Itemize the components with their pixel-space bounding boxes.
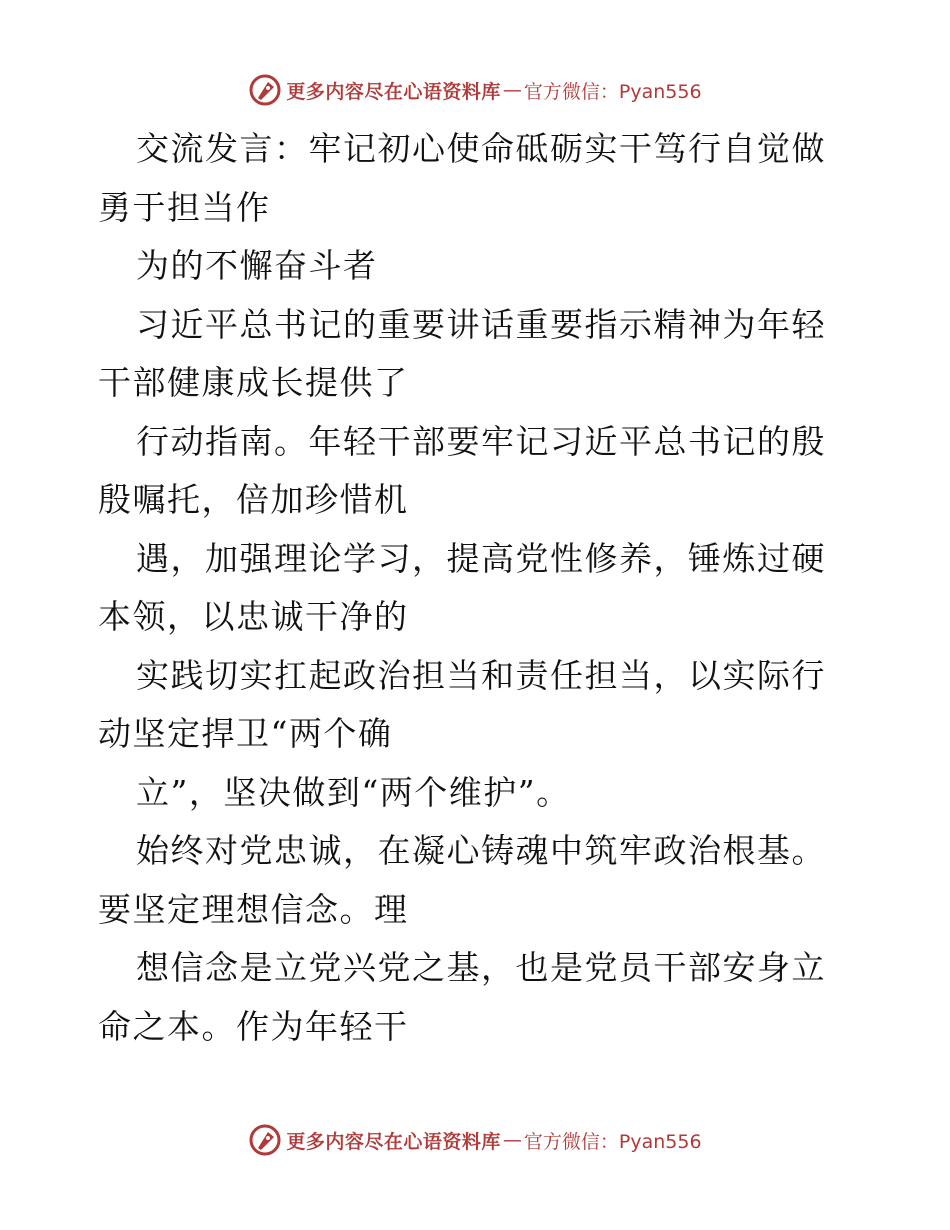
header-brand-text: 更多内容尽在心语资料库 (286, 80, 501, 103)
body-paragraph: 遇，加强理论学习，提高党性修养，锤炼过硬本领，以忠诚干净的 (98, 538, 826, 636)
body-paragraph: 习近平总书记的重要讲话重要指示精神为年轻干部健康成长提供了 (98, 304, 826, 402)
body-paragraph: 立”，坚决做到“两个维护”。 (136, 772, 571, 812)
header-banner (0, 70, 950, 110)
pen-nib-logo-icon (248, 73, 282, 107)
title-line-2: 为的不懈奋斗者 (136, 246, 378, 285)
body-paragraph: 始终对党忠诚，在凝心铸魂中筑牢政治根基。要坚定理想信念。理 (98, 831, 826, 929)
title-line-1: 交流发言：牢记初心使命砥砺实干笃行自觉做勇于担当作 (98, 129, 826, 227)
body-paragraph: 想信念是立党兴党之基，也是党员干部安身立命之本。作为年轻干 (98, 948, 826, 1046)
footer-brand-text: 更多内容尽在心语资料库 (286, 1130, 501, 1153)
footer-wechat-text: 官方微信：Pyan556 (523, 1130, 702, 1153)
body-paragraph: 行动指南。年轻干部要牢记习近平总书记的殷殷嘱托，倍加珍惜机 (98, 421, 826, 519)
header-dash: — (502, 79, 522, 101)
footer-banner (0, 1120, 950, 1160)
document-body (98, 120, 858, 1056)
header-wechat-text: 官方微信：Pyan556 (523, 80, 702, 103)
pen-nib-logo-icon (248, 1123, 282, 1157)
footer-dash: — (502, 1129, 522, 1151)
body-paragraph: 实践切实扛起政治担当和责任担当，以实际行动坚定捍卫“两个确 (98, 655, 826, 753)
